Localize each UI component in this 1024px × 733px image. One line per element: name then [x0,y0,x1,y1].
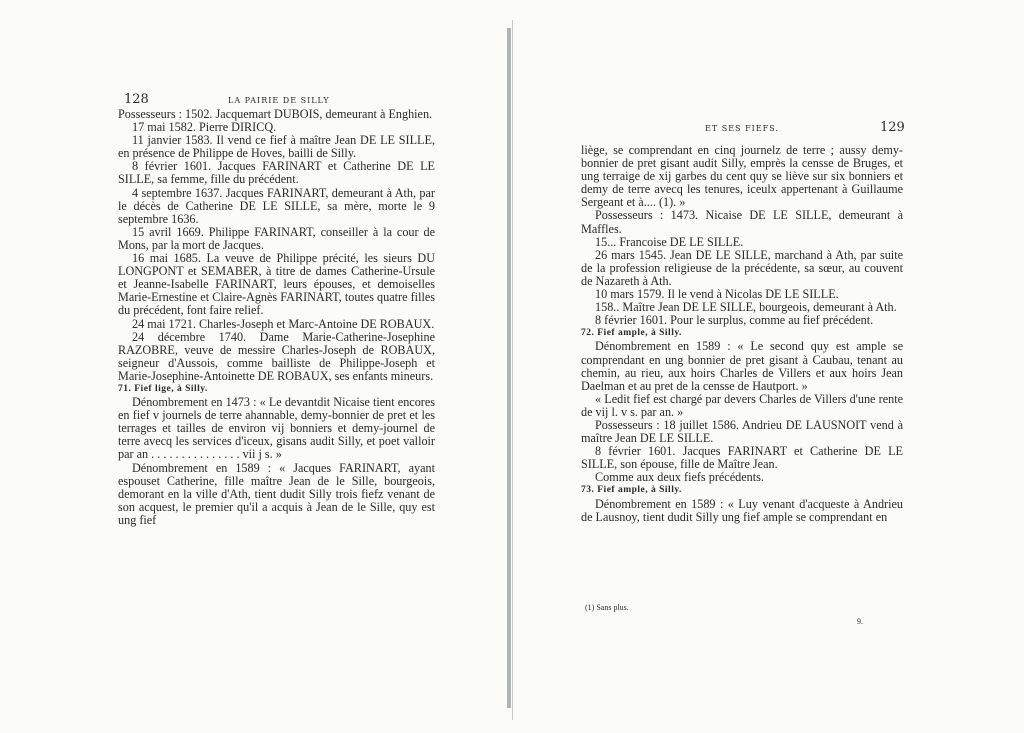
paragraph: 11 janvier 1583. Il vend ce fief à maître Jean DE LE SILLE, en présence de Philippe de Hoves, bailli de Silly. [118,133,435,161]
section-heading: 73. Fief ample, à Silly. [581,485,682,496]
paragraph: 24 mai 1721. Charles-Joseph et Marc-Antoine DE ROBAUX. [132,316,435,331]
paragraph: Dénombrement en 1589 : « Jacques FARINART, ayant espouset Catherine, fille maître Jean de le Sille, bourgeois, demorant en la ville d'Ath, tient dudit Silly trois fiefz venant de son acquest, le premier qu'il a acquis à Jean de le Sille, quy est ung fief [118,460,435,527]
paragraph: Possesseurs : 18 juillet 1586. Andrieu DE LAUSNOIT vend à maître Jean DE LE SILLE. [581,417,903,446]
paragraph: Comme aux deux fiefs précédents. [595,470,764,485]
paragraph: Dénombrement en 1589 : « Le second quy est ample se comprendant en ung bonnier de pret gisant à Caubau, tenant au chemin, au rieu, aux hoirs Charles de Villers et aux hoirs Jean Daelman et au pret de la censse de Hautport. » [581,339,903,393]
paragraph: 8 février 1601. Jacques FARINART et Catherine DE LE SILLE, sa femme, fille du précédent. [118,159,435,187]
paragraph: Possesseurs : 1473. Nicaise DE LE SILLE, demeurant à Maffles. [581,208,903,236]
section-heading: 72. Fief ample, à Silly. [581,328,682,339]
paragraph: 8 février 1601. Pour le surplus, comme au fief précédent. [595,313,874,328]
paragraph: 15... Francoise DE LE SILLE. [595,234,744,249]
paragraph: 15 avril 1669. Philippe FARINART, conseiller à la cour de Mons, par la mort de Jacques. [118,224,435,252]
paragraph: liège, se comprendant en cinq journelz de terre ; aussy demy-bonnier de pret gisant audit Silly, emprès la censse de Bruges, et ung terraige de xij garbes du cent quy se liève sur six bonniers et demy de terre avecq les tenures, iceulx appertenant à Guillaume Sergeant et à.... (1). » [581,143,903,210]
paragraph: Dénombrement en 1473 : « Le devantdit Nicaise tient encores en fief v journels de terre ahannable, demy-bonnier de pret et les terrages et tailles de environ vij bonniers et demy-journel de terre avecq les services d'iceux, gisans audit Silly, et poet valloir par an . . . . . . . . . . . . . . . vii j s. » [118,395,435,462]
page-number: 128 [124,92,149,107]
paragraph: 8 février 1601. Jacques FARINART et Catherine DE LE SILLE, son épouse, fille de Maître Jean. [581,444,903,472]
running-head: ET SES FIEFS. [705,124,779,133]
paragraph: Dénombrement en 1589 : « Luy venant d'acqueste à Andrieu de Lausnoy, tient dudit Silly ung fief ample se comprendant en [581,496,903,524]
book-gutter [507,28,511,708]
running-head: LA PAIRIE DE SILLY [228,96,330,105]
left-text-block [118,108,435,527]
paragraph: « Ledit fief est chargé par devers Charles de Villers d'une rente de vij l. v s. par an. » [581,391,903,419]
paragraph: 24 décembre 1740. Dame Marie-Catherine-Josephine RAZOBRE, veuve de messire Charles-Joseph de ROBAUX, seigneur d'Aussois, comme bailliste de Philippe-Joseph et Marie-Josephine-Antoinette DE ROBAUX, ses enfants mineurs. [118,329,435,383]
paragraph: 10 mars 1579. Il le vend à Nicolas DE LE SILLE. [595,287,839,302]
paragraph: 26 mars 1545. Jean DE LE SILLE, marchand à Ath, par suite de la profession religieuse de la précédente, sa sœur, au couvent de Nazareth à Ath. [581,247,903,288]
right-text-block [581,144,903,524]
paragraph: 17 mai 1582. Pierre DIRICQ. [132,120,277,135]
signature-mark: 9. [857,617,863,626]
section-heading: 71. Fief lige, à Silly. [118,383,208,394]
page-number: 129 [880,120,905,135]
right-page [515,0,1024,733]
paragraph: Possesseurs : 1502. Jacquemart DUBOIS, demeurant à Enghien. [118,107,433,121]
paragraph: 16 mai 1685. La veuve de Philippe précité, les sieurs DU LONGPONT et SEMABER, à titre de dames Catherine-Ursule et Jeanne-Isabelle FARINART, leurs épouses, et demoiselles Marie-Ernestine et Claire-Agnès FARINART, toutes quatre filles du précédent, font faire relief. [118,251,435,318]
left-page [0,0,505,733]
book-gutter-edge [512,20,513,720]
paragraph: 158.. Maître Jean DE LE SILLE, bourgeois, demeurant à Ath. [595,300,897,315]
footnote: (1) Sans plus. [585,603,629,612]
paragraph: 4 septembre 1637. Jacques FARINART, demeurant à Ath, par le décès de Catherine DE LE SILLE, sa mère, morte le 9 septembre 1636. [118,185,435,226]
